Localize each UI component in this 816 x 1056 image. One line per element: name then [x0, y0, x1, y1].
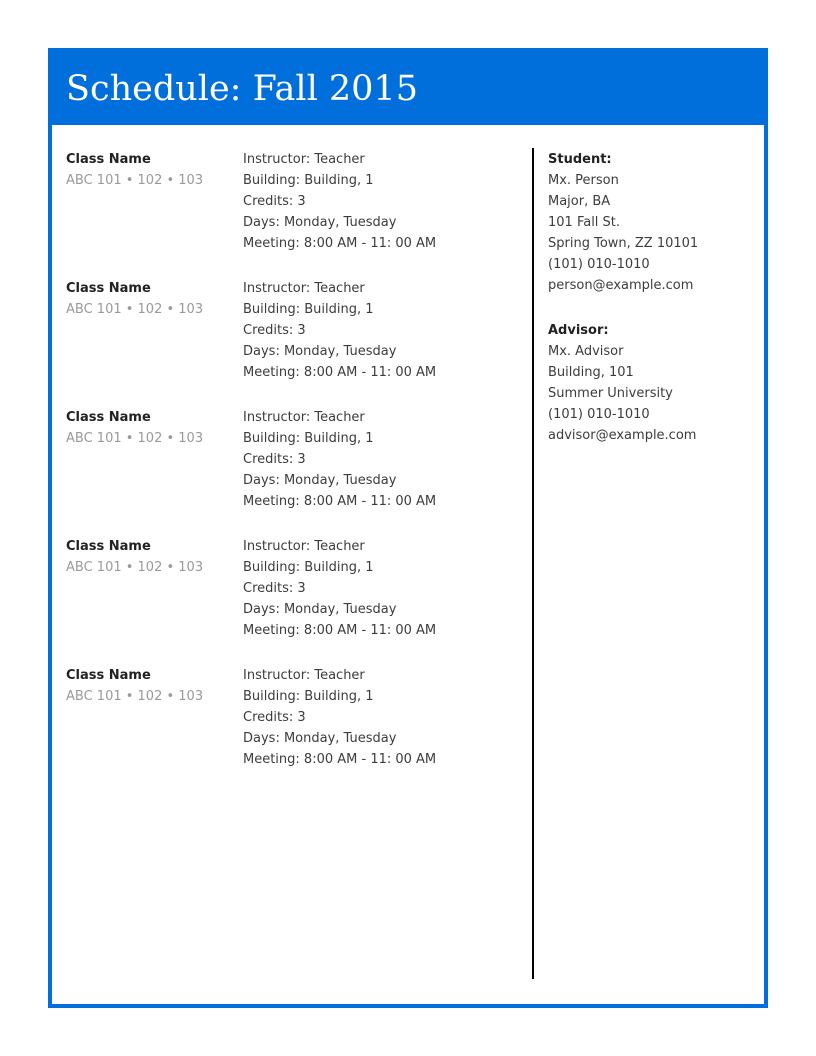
- contact-sidebar: [548, 149, 758, 470]
- class-credits: Credits: 3: [243, 710, 306, 725]
- class-instructor: Instructor: Teacher: [243, 281, 365, 296]
- class-details: [243, 278, 526, 407]
- class-details: [243, 665, 526, 794]
- class-entry: [66, 665, 526, 794]
- class-building: Building: Building, 1: [243, 689, 374, 704]
- vertical-divider: [532, 148, 534, 979]
- class-meeting: Meeting: 8:00 AM - 11: 00 AM: [243, 752, 437, 767]
- class-building: Building: Building, 1: [243, 431, 374, 446]
- class-meeting: Meeting: 8:00 AM - 11: 00 AM: [243, 365, 437, 380]
- class-building: Building: Building, 1: [243, 173, 374, 188]
- class-codes: ABC 101 • 102 • 103: [66, 173, 204, 188]
- page-title: Schedule: Fall 2015: [66, 69, 418, 109]
- advisor-heading: Advisor:: [548, 323, 609, 338]
- class-days: Days: Monday, Tuesday: [243, 473, 397, 488]
- advisor-phone: (101) 010-1010: [548, 407, 650, 422]
- class-name: Class Name: [66, 281, 151, 296]
- header-banner: [52, 52, 764, 125]
- class-instructor: Instructor: Teacher: [243, 668, 365, 683]
- class-name: Class Name: [66, 668, 151, 683]
- class-entry: [66, 149, 526, 278]
- class-entry: [66, 278, 526, 407]
- class-list: [66, 149, 526, 794]
- class-days: Days: Monday, Tuesday: [243, 731, 397, 746]
- student-city: Spring Town, ZZ 10101: [548, 236, 699, 251]
- student-phone: (101) 010-1010: [548, 257, 650, 272]
- advisor-email: advisor@example.com: [548, 428, 697, 443]
- advisor-institution: Summer University: [548, 386, 673, 401]
- class-details: [243, 407, 526, 536]
- class-details: [243, 536, 526, 665]
- advisor-name: Mx. Advisor: [548, 344, 624, 359]
- class-days: Days: Monday, Tuesday: [243, 602, 397, 617]
- class-credits: Credits: 3: [243, 194, 306, 209]
- advisor-info: [548, 320, 758, 446]
- class-building: Building: Building, 1: [243, 560, 374, 575]
- class-instructor: Instructor: Teacher: [243, 152, 365, 167]
- advisor-office: Building, 101: [548, 365, 634, 380]
- class-instructor: Instructor: Teacher: [243, 410, 365, 425]
- student-street: 101 Fall St.: [548, 215, 621, 230]
- class-name: Class Name: [66, 152, 151, 167]
- class-details: [243, 149, 526, 278]
- student-major: Major, BA: [548, 194, 611, 209]
- class-meeting: Meeting: 8:00 AM - 11: 00 AM: [243, 494, 437, 509]
- class-name: Class Name: [66, 410, 151, 425]
- class-credits: Credits: 3: [243, 323, 306, 338]
- class-entry: [66, 407, 526, 536]
- class-identity: [66, 407, 243, 536]
- class-codes: ABC 101 • 102 • 103: [66, 689, 204, 704]
- student-info: [548, 149, 758, 296]
- class-codes: ABC 101 • 102 • 103: [66, 302, 204, 317]
- class-building: Building: Building, 1: [243, 302, 374, 317]
- class-entry: [66, 536, 526, 665]
- class-identity: [66, 536, 243, 665]
- class-meeting: Meeting: 8:00 AM - 11: 00 AM: [243, 236, 437, 251]
- class-credits: Credits: 3: [243, 452, 306, 467]
- class-days: Days: Monday, Tuesday: [243, 215, 397, 230]
- class-instructor: Instructor: Teacher: [243, 539, 365, 554]
- class-codes: ABC 101 • 102 • 103: [66, 560, 204, 575]
- class-identity: [66, 665, 243, 794]
- class-name: Class Name: [66, 539, 151, 554]
- class-identity: [66, 149, 243, 278]
- student-name: Mx. Person: [548, 173, 619, 188]
- class-codes: ABC 101 • 102 • 103: [66, 431, 204, 446]
- student-heading: Student:: [548, 152, 612, 167]
- schedule-page: [48, 48, 768, 1008]
- student-email: person@example.com: [548, 278, 694, 293]
- class-meeting: Meeting: 8:00 AM - 11: 00 AM: [243, 623, 437, 638]
- class-credits: Credits: 3: [243, 581, 306, 596]
- class-identity: [66, 278, 243, 407]
- class-days: Days: Monday, Tuesday: [243, 344, 397, 359]
